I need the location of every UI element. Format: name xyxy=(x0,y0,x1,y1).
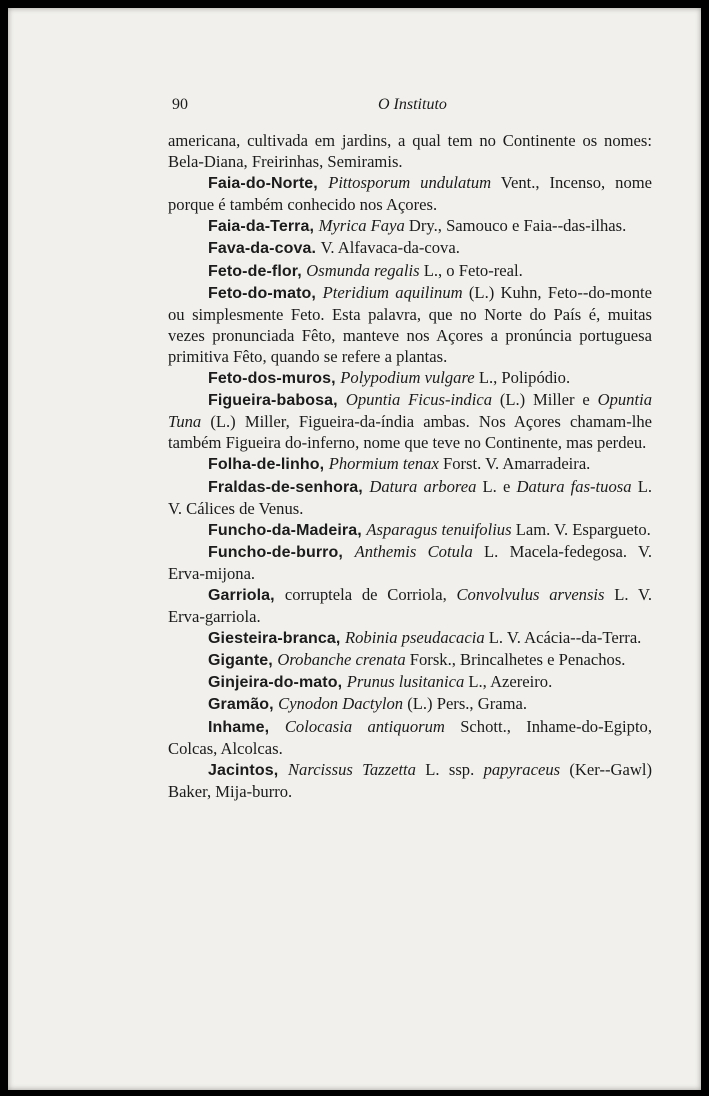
entry-text-2: (Ker--Gawl) Baker, Mija-burro. xyxy=(168,759,652,801)
entry-headword: Gigante, xyxy=(208,652,278,670)
entry-headword: Ginjeira-do-mato, xyxy=(208,674,347,692)
entry-text: Forst. V. Amarradeira. xyxy=(438,454,591,474)
entry-text: (L.) Pers., Grama. xyxy=(403,694,528,714)
page-number: 90 xyxy=(172,96,188,113)
entry-headword: Feto-dos-muros, xyxy=(208,370,341,388)
entry-text: Dry., Samouco e Faia--das-ilhas. xyxy=(404,216,627,236)
entry xyxy=(168,215,652,237)
entry xyxy=(168,519,652,541)
entry-text: L., Azereiro. xyxy=(464,672,553,692)
entry xyxy=(168,260,652,282)
entry-scientific-name: Colocasia antiquorum xyxy=(284,716,445,736)
entry-text: (L.) Kuhn, Feto--do-monte ou simplesmente Feto. Esta palavra, que no Norte do País é, muitas vezes pronunciada Fêto, manteve nos Açores a pronúncia portuguesa primitiva Fêto, quando se refere a plantas. xyxy=(168,282,652,366)
entry xyxy=(168,671,652,693)
entry-headword: Figueira-babosa, xyxy=(208,392,346,410)
entry-scientific-name: Myrica Faya xyxy=(318,216,405,236)
entry-text-2: L. V. Erva-garriola. xyxy=(168,584,652,627)
entry-scientific-name-2: Convolvulus arvensis xyxy=(456,584,605,604)
entry xyxy=(168,693,652,715)
entry xyxy=(168,627,652,649)
entry-scientific-name: Cynodon Dactylon xyxy=(278,694,404,714)
entry xyxy=(168,649,652,671)
entry-headword: Folha-de-linho, xyxy=(208,456,329,474)
entry-headword: Giesteira-branca, xyxy=(208,630,345,648)
entry-headword: Fava-da-cova. xyxy=(208,240,321,258)
entry-text-2: (L.) Miller, Figueira-da-índia ambas. Nos Açores chamam-lhe também Figueira do-inferno, nome que teve no Continente, mas perdeu. xyxy=(168,412,652,453)
entry-scientific-name: Opuntia Ficus-indica xyxy=(345,390,492,410)
entry xyxy=(168,476,652,519)
entry-text: L. ssp. xyxy=(415,759,484,779)
entry xyxy=(168,389,652,453)
entry-headword: Feto-do-mato, xyxy=(208,284,323,302)
entry xyxy=(168,716,652,759)
entry-text: Lam. V. Espargueto. xyxy=(511,519,651,539)
entry-text: corruptela de Corriola, xyxy=(284,584,457,604)
entry-headword: Feto-de-flor, xyxy=(208,262,307,280)
entry-scientific-name: Pteridium aquilinum xyxy=(322,282,463,302)
entry xyxy=(168,367,652,389)
intro-paragraph: americana, cultivada em jardins, a qual tem no Continente os nomes: Bela-Diana, Freirinhas, Semiramis. xyxy=(168,131,652,172)
entry-headword: Jacintos, xyxy=(208,761,288,779)
entry-scientific-name: Narcissus Tazzetta xyxy=(287,759,416,779)
entry-scientific-name: Asparagus tenuifolius xyxy=(366,519,512,539)
entry-text: Forsk., Brincalhetes e Penachos. xyxy=(405,650,626,670)
entry-text: L. V. Acácia--da-Terra. xyxy=(484,628,642,648)
entry-scientific-name: Prunus lusitanica xyxy=(346,672,465,692)
body-text xyxy=(168,130,652,802)
entry-text: Vent., Incenso, nome porque é também conhecido nos Açores. xyxy=(168,173,653,215)
entry-text-2: L. V. Cálices de Venus. xyxy=(168,476,652,518)
entry-text: L., Polipódio. xyxy=(474,368,571,388)
entry-headword: Garriola, xyxy=(208,586,285,604)
entry xyxy=(168,541,652,584)
entry-scientific-name: Robinia pseudacacia xyxy=(344,628,485,648)
entry xyxy=(168,172,652,215)
entry-text: (L.) Miller e xyxy=(492,390,598,410)
entry-scientific-name: Osmunda regalis xyxy=(306,260,420,280)
entry-text: L. e xyxy=(476,476,517,496)
entry-text: Schott., Inhame-do-Egipto, Colcas, Alcolcas. xyxy=(168,716,652,758)
entry-headword: Gramão, xyxy=(208,696,279,714)
entry-headword: Funcho-da-Madeira, xyxy=(208,521,367,539)
entry-scientific-name: Datura arborea xyxy=(369,476,477,496)
running-title: O Instituto xyxy=(378,96,447,113)
entry-scientific-name: Polypodium vulgare xyxy=(340,368,475,388)
entry xyxy=(168,759,652,802)
entry-text: L. Macela-fedegosa. V. Erva-mijona. xyxy=(168,541,652,583)
entry xyxy=(168,282,652,367)
entry-headword: Funcho-de-burro, xyxy=(208,543,355,561)
entry-text: V. Alfavaca-da-cova. xyxy=(320,238,460,258)
entry-headword: Inhame, xyxy=(208,718,285,736)
entry xyxy=(168,453,652,475)
entry-headword: Faia-do-Norte, xyxy=(208,175,329,193)
entry-scientific-name: Orobanche crenata xyxy=(277,650,406,670)
entry-headword: Faia-da-Terra, xyxy=(208,218,319,236)
entry-scientific-name-2: Opuntia Tuna xyxy=(168,390,652,432)
entry xyxy=(168,584,652,627)
page-header xyxy=(172,96,532,118)
entry-list xyxy=(168,172,652,802)
entry-text: L., o Feto-real. xyxy=(419,260,523,280)
entry-headword: Fraldas-de-senhora, xyxy=(208,478,370,496)
entry-scientific-name: Phormium tenax xyxy=(328,454,439,474)
entry-scientific-name-2: Datura fas-tuosa xyxy=(516,476,632,496)
entry xyxy=(168,237,652,259)
entry-scientific-name: Pittosporum undulatum xyxy=(328,173,492,193)
entry-scientific-name: Anthemis Cotula xyxy=(354,541,473,561)
entry-scientific-name-2: papyraceus xyxy=(483,759,561,779)
